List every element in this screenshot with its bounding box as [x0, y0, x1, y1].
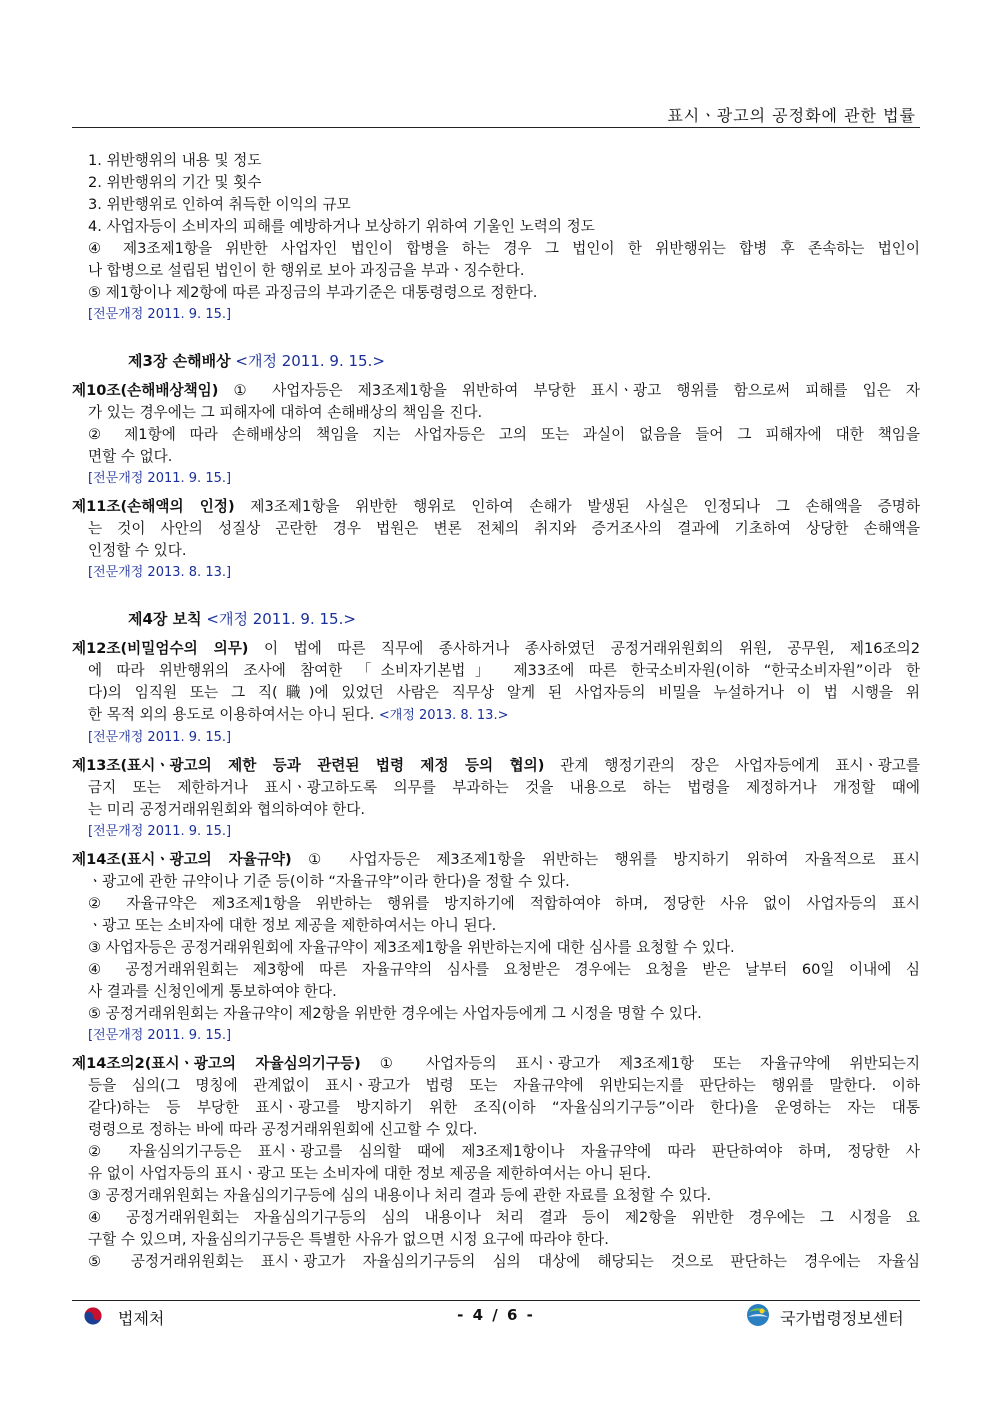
paragraph-line: ⑤ 공정거래위원회는 자율규약이 제2항을 위반한 경우에는 사업자등에게 그 시정을 명할 수 있다. — [88, 1005, 702, 1022]
paragraph-line: ④ 공정거래위원회는 제3항에 따른 자율규약의 심사를 요청받은 경우에는 요청을 받은 날부터 60일 이내에 심 — [88, 961, 920, 978]
paragraph-line: ③ 사업자등은 공정거래위원회에 자율규약이 제3조제1항을 위반하는지에 대한 심사를 요청할 수 있다. — [88, 939, 735, 956]
article-title: 제14조의2(표시ㆍ광고의 자율심의기구등) — [72, 1055, 361, 1072]
article-title: 제10조(손해배상책임) — [72, 382, 219, 399]
paragraph-line: ④ 공정거래위원회는 자율심의기구등의 심의 내용이나 처리 결과 등이 제2항을 위반한 경우에는 그 시정을 요 — [88, 1209, 920, 1226]
paragraph-line: ③ 공정거래위원회는 자율심의기구등에 심의 내용이나 처리 결과 등에 관한 자료를 요청할 수 있다. — [88, 1187, 712, 1204]
list-item: 3. 위반행위로 인하여 취득한 이익의 규모 — [88, 196, 351, 213]
revision-note: [전문개정 2013. 8. 13.] — [88, 565, 232, 580]
list-item: 4. 사업자등이 소비자의 피해를 예방하거나 보상하기 위하여 기울인 노력의 정도 — [88, 218, 595, 235]
article-text: 관계 행정기관의 장은 사업자등에게 표시ㆍ광고를 — [544, 757, 920, 774]
article-first-line — [72, 380, 920, 402]
revision-note: [전문개정 2011. 9. 15.] — [88, 471, 232, 486]
article-first-line — [72, 849, 920, 871]
paragraph-line: 면할 수 없다. — [88, 448, 173, 465]
globe-logo-icon — [746, 1303, 770, 1327]
paragraph-line: 다)의 임직원 또는 그 직(職)에 있었던 사람은 직무상 알게 된 사업자등의 비밀을 누설하거나 이 법 시행을 위 — [88, 684, 920, 701]
article-first-line — [72, 755, 920, 777]
page-header-title: 표시ㆍ광고의 공정화에 관한 법률 — [667, 106, 916, 125]
chapter-title: 제4장 보칙 — [128, 610, 202, 628]
article-14-2 — [72, 1053, 920, 1273]
article-text: ① 사업자등은 제3조제1항을 위반하는 행위를 방지하기 위하여 자율적으로 표시 — [291, 851, 921, 868]
paragraph-line: 에 따라 위반행위의 조사에 참여한 「소비자기본법」 제33조에 따른 한국소비자원(이하 “한국소비자원”이라 한 — [88, 662, 920, 679]
revision-note: [전문개정 2011. 9. 15.] — [88, 307, 232, 322]
footer-center-name: 국가법령정보센터 — [780, 1309, 904, 1328]
inline-revision: <개정 2013. 8. 13.> — [378, 708, 509, 723]
paragraph-line: ④ 제3조제1항을 위반한 사업자인 법인이 합병을 하는 경우 그 법인이 한 위반행위는 합병 후 존속하는 법인이 — [88, 240, 920, 257]
paragraph-line: ② 자율심의기구등은 표시ㆍ광고를 심의할 때에 제3조제1항이나 자율규약에 따라 판단하여야 하며, 정당한 사 — [88, 1143, 920, 1160]
article-title: 제12조(비밀엄수의 의무) — [72, 640, 249, 657]
article-11 — [72, 496, 920, 584]
paragraph-line: ㆍ광고 또는 소비자에 대한 정보 제공을 제한하여서는 아니 된다. — [88, 917, 497, 934]
paragraph-line: 령령으로 정하는 바에 따라 공정거래위원회에 신고할 수 있다. — [88, 1121, 478, 1138]
chapter-title: 제3장 손해배상 — [128, 352, 231, 370]
chapter-heading — [72, 608, 920, 630]
page-number: - 4 / 6 - — [457, 1306, 535, 1324]
article-text: ① 사업자등은 제3조제1항을 위반하여 부당한 표시ㆍ광고 행위를 함으로써 피해를 입은 자 — [218, 382, 920, 399]
chapter-revision: <개정 2011. 9. 15.> — [206, 610, 356, 628]
revision-note: [전문개정 2011. 9. 15.] — [88, 1028, 232, 1043]
article-title: 제13조(표시ㆍ광고의 제한 등과 관련된 법령 제정 등의 협의) — [72, 757, 545, 774]
list-item: 1. 위반행위의 내용 및 정도 — [88, 152, 262, 169]
article-title: 제11조(손해액의 인정) — [72, 498, 235, 515]
paragraph-line: 인정할 수 있다. — [88, 542, 187, 559]
list-item: 2. 위반행위의 기간 및 횟수 — [88, 174, 262, 191]
article-first-line — [72, 1053, 920, 1075]
article-text: 제3조제1항을 위반한 행위로 인하여 손해가 발생된 사실은 인정되나 그 손해액을 증명하 — [234, 498, 920, 515]
article-title: 제14조(표시ㆍ광고의 자율규약) — [72, 851, 292, 868]
chapter-heading — [72, 350, 920, 372]
paragraph-line: ② 자율규약은 제3조제1항을 위반하는 행위를 방지하기에 적합하여야 하며, 정당한 사유 없이 사업자등의 표시 — [88, 895, 920, 912]
paragraph-text: 한 목적 외의 용도로 이용하여서는 아니 된다. — [88, 706, 379, 723]
paragraph-line: ② 제1항에 따라 손해배상의 책임을 지는 사업자등은 고의 또는 과실이 없음을 들어 그 피해자에 대한 책임을 — [88, 426, 920, 443]
revision-note: [전문개정 2011. 9. 15.] — [88, 730, 232, 745]
article-first-line — [72, 496, 920, 518]
paragraph-line: ⑤ 제1항이나 제2항에 따른 과징금의 부과기준은 대통령령으로 정한다. — [88, 284, 538, 301]
paragraph-line: 사 결과를 신청인에게 통보하여야 한다. — [88, 983, 337, 1000]
paragraph-line: ㆍ광고에 관한 규약이나 기준 등(이하 “자율규약”이라 한다)을 정할 수 있다. — [88, 873, 570, 890]
article-first-line — [72, 638, 920, 660]
paragraph-line: 구할 수 있으며, 자율심의기구등은 특별한 사유가 없으면 시정 요구에 따라야 한다. — [88, 1231, 609, 1248]
document-body — [72, 150, 920, 1273]
article-text: ① 사업자등의 표시ㆍ광고가 제3조제1항 또는 자율규약에 위반되는지 — [360, 1055, 921, 1072]
paragraph-line: 가 있는 경우에는 그 피해자에 대하여 손해배상의 책임을 진다. — [88, 404, 483, 421]
paragraph-line: 유 없이 사업자등의 표시ㆍ광고 또는 소비자에 대한 정보 제공을 제한하여서는 아니 된다. — [88, 1165, 652, 1182]
footer-divider — [72, 1300, 920, 1301]
article-text: 이 법에 따른 직무에 종사하거나 종사하였던 공정거래위원회의 위원, 공무원, 제16조의2 — [248, 640, 921, 657]
chapter-revision: <개정 2011. 9. 15.> — [235, 352, 385, 370]
paragraph-line — [72, 704, 920, 727]
paragraph-line: 는 미리 공정거래위원회와 협의하여야 한다. — [88, 801, 365, 818]
article-13 — [72, 755, 920, 843]
paragraph-line: 금지 또는 제한하거나 표시ㆍ광고하도록 의무를 부과하는 것을 내용으로 하는 법령을 제정하거나 개정할 때에 — [88, 779, 920, 796]
article-10 — [72, 380, 920, 490]
paragraph-line: 나 합병으로 설립된 법인이 한 행위로 보아 과징금을 부과ㆍ징수한다. — [88, 262, 525, 279]
paragraph-line: 는 것이 사안의 성질상 곤란한 경우 법원은 변론 전체의 취지와 증거조사의 결과에 기초하여 상당한 손해액을 — [88, 520, 920, 537]
paragraph-line: 같다)하는 등 부당한 표시ㆍ광고를 방지하기 위한 조직(이하 “자율심의기구등”이라 한다)을 운영하는 자는 대통 — [88, 1099, 920, 1116]
article-12 — [72, 638, 920, 749]
article-14 — [72, 849, 920, 1047]
paragraph-line: ⑤ 공정거래위원회는 표시ㆍ광고가 자율심의기구등의 심의 대상에 해당되는 것으로 판단하는 경우에는 자율심 — [88, 1253, 920, 1270]
paragraph-line: 등을 심의(그 명칭에 관계없이 표시ㆍ광고가 법령 또는 자율규약에 위반되는지를 판단하는 행위를 말한다. 이하 — [88, 1077, 920, 1094]
revision-note: [전문개정 2011. 9. 15.] — [88, 824, 232, 839]
footer-ministry: 법제처 — [118, 1309, 165, 1328]
header-divider — [72, 127, 920, 128]
